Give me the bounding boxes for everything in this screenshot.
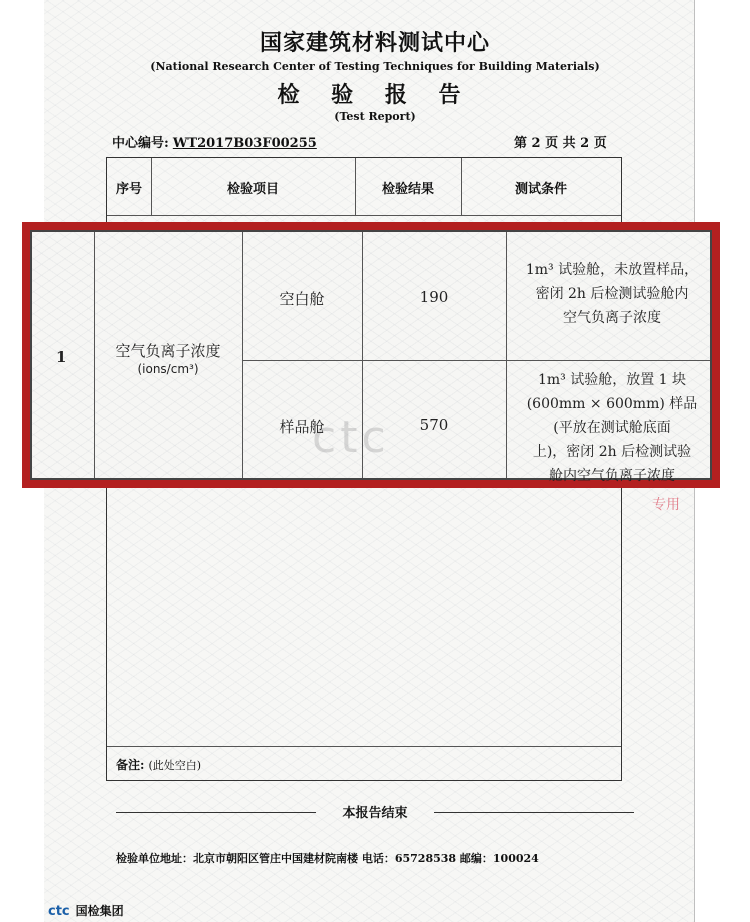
subrow-condition-sample bbox=[506, 368, 718, 488]
test-item: 空气负离子浓度 bbox=[115, 342, 221, 360]
condition-line: 空气负离子浓度 bbox=[563, 310, 661, 326]
header-item: 检验项目 bbox=[226, 182, 279, 197]
condition-line: 密闭 2h 后检测试验舱内 bbox=[535, 286, 689, 302]
condition-line: (平放在测试舱底面 bbox=[553, 420, 671, 436]
condition-line: 舱内空气负离子浓度 bbox=[549, 468, 675, 484]
subrow-result-blank: 190 bbox=[419, 288, 449, 306]
condition-line: 上)，密闭 2h 后检测试验 bbox=[532, 444, 692, 460]
subrow-name-blank: 空白舱 bbox=[279, 290, 325, 308]
notes-label: 备注: bbox=[116, 758, 145, 772]
ctc-watermark-icon: ctc bbox=[312, 412, 390, 463]
report-title-en: (Test Report) bbox=[334, 110, 416, 123]
center-number-label: 中心编号: bbox=[112, 136, 169, 151]
report-title-cn: 检 验 报 告 bbox=[277, 82, 473, 108]
footer-address: 检验单位地址：北京市朝阳区管庄中国建材院南楼 电话：65728538 邮编：100024 bbox=[116, 852, 539, 865]
org-title-cn: 国家建筑材料测试中心 bbox=[259, 30, 490, 56]
subrow-result-sample: 570 bbox=[419, 416, 449, 434]
row-index: 1 bbox=[56, 348, 67, 366]
zoomed-result-row bbox=[22, 222, 720, 488]
group-name: 国检集团 bbox=[75, 904, 124, 918]
condition-line: (600mm × 600mm) 样品 bbox=[526, 396, 698, 412]
row-divider bbox=[362, 232, 363, 478]
row-divider bbox=[242, 360, 710, 361]
page-info: 第 2 页 共 2 页 bbox=[514, 136, 607, 151]
footer-logo bbox=[48, 902, 124, 919]
condition-line: 1m³ 试验舱，未放置样品， bbox=[525, 262, 699, 278]
ctc-logo-icon: ctc bbox=[48, 904, 70, 919]
subrow-condition-blank bbox=[506, 258, 718, 330]
table-divider bbox=[107, 746, 621, 747]
header-condition: 测试条件 bbox=[514, 182, 567, 197]
subrow-name-sample: 样品舱 bbox=[279, 418, 325, 436]
center-number-value: WT2017B03F00255 bbox=[172, 136, 317, 151]
end-of-report: 本报告结束 bbox=[342, 806, 408, 821]
center-number bbox=[112, 132, 317, 151]
stamp-fragment: 专用 bbox=[652, 497, 680, 513]
table-divider bbox=[107, 215, 621, 216]
test-unit: (ions/cm³) bbox=[137, 362, 199, 376]
condition-line: 1m³ 试验舱，放置 1 块 bbox=[537, 372, 687, 388]
org-title-en: (National Research Center of Testing Techniques for Building Materials) bbox=[150, 60, 600, 73]
header-index: 序号 bbox=[115, 182, 142, 197]
notes-value: (此处空白) bbox=[148, 759, 202, 772]
row-divider bbox=[242, 232, 243, 478]
header-result: 检验结果 bbox=[381, 182, 434, 197]
zoomed-table bbox=[30, 230, 712, 484]
notes bbox=[116, 756, 201, 773]
